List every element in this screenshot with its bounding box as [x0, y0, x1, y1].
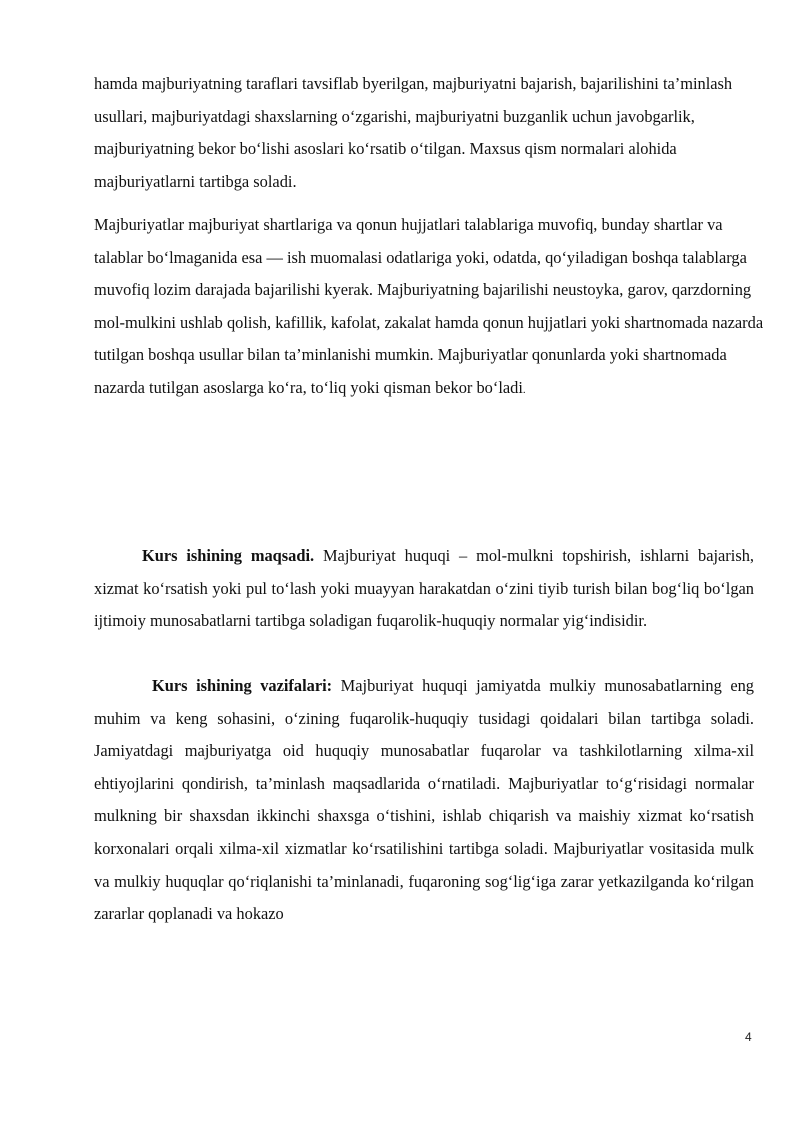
page-number: 4: [745, 1030, 752, 1044]
paragraph-course-tasks: [94, 670, 754, 931]
course-tasks-text: Majburiyat huquqi jamiyatda mulkiy munosabatlarning eng muhim va keng sohasini, o‘zining fuqarolik-huquqiy tusidagi qoidalari bilan tartibga soladi. Jamiyatdagi majburiyatga oid huquqiy munosabatlar fuqarolar va tashkilotlarning xilma-xil ehtiyojlarini qondirish, ta’minlash maqsadlarida o‘rnatiladi. Majburiyatlar to‘g‘risidagi normalar mulkning bir shaxsdan ikkinchi shaxsga o‘tishini, ishlab chiqarish va maishiy xizmat ko‘rsatish korxonalari orqali xilma-xil xizmatlar ko‘rsatilishini tartibga soladi. Majburiyatlar vositasida mulk va mulkiy huquqlar qo‘riqlanishi ta’minlanadi, fuqaroning sog‘lig‘iga zarar yetkazilganda ko‘rilgan zararlar qoplanadi va hokazo: [94, 676, 754, 924]
paragraph-2: [94, 209, 764, 407]
course-tasks-heading: Kurs ishining vazifalari:: [152, 676, 333, 695]
course-goal-text: Majburiyat huquqi – mol-mulkni topshirish, ishlarni bajarish, xizmat ko‘rsatish yoki pul to‘lash yoki muayyan harakatdan o‘zini tiyib turish bilan bog‘liq bo‘lgan ijtimoiy munosabatlarni tartibga soladigan fuqarolik-huquqiy normalar yig‘indisidir.: [94, 546, 754, 631]
paragraph-1: hamda majburiyatning taraflari tavsiflab byerilgan, majburiyatni bajarish, bajarilishini ta’minlash usullari, majburiyatdagi shaxslarning o‘zgarishi, majburiyatni buzganlik uchun javobgarlik, majburiyatning bekor bo‘lishi asoslari ko‘rsatib o‘tilgan. Maxsus qism normalari alohida majburiyatlarni tartibga soladi.: [94, 74, 733, 191]
course-goal-heading: Kurs ishining maqsadi.: [142, 546, 315, 565]
paragraph-2-end-mark: .: [522, 383, 526, 396]
paragraph-2-text: Majburiyatlar majburiyat shartlariga va qonun hujjatlari talablariga muvofiq, bunday shartlar va talablar bo‘lmaganida esa — ish muomalasi odatlariga yoki, odatda, qo‘yiladigan boshqa talablarga muvofiq lozim darajada bajarilishi kyerak. Majburiyatning bajarilishi neustoyka, garov, qarzdorning mol-mulkini ushlab qolish, kafillik, kafolat, zakalat hamda qonun hujjatlari yoki shartnomada nazarda tutilgan boshqa usullar bilan ta’minlanishi mumkin. Majburiyatlar qonunlarda yoki shartnomada nazarda tutilgan asoslarga ko‘ra, to‘liq yoki qisman bekor bo‘ladi: [94, 215, 764, 397]
paragraph-course-goal: [94, 540, 754, 638]
